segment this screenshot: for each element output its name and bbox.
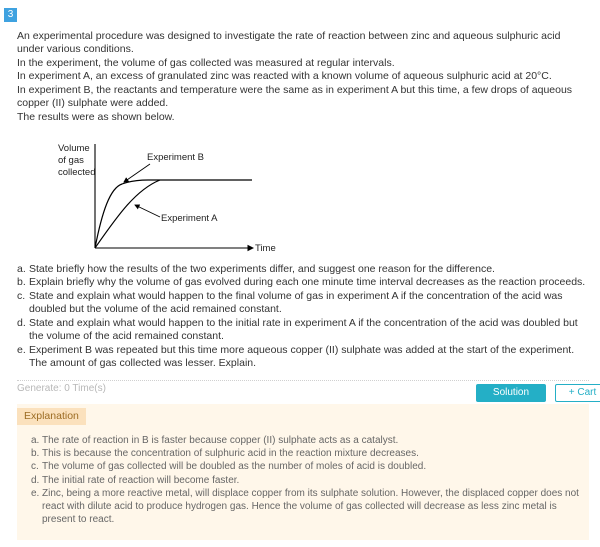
explanation-letter: e.: [31, 487, 40, 499]
curve-experiment-a: [95, 180, 160, 248]
part-letter: e.: [17, 343, 26, 356]
explanation-item: [31, 460, 583, 473]
y-axis-label-line: of gas: [58, 154, 84, 166]
explanation-text: The initial rate of reaction will become faster.: [42, 474, 240, 486]
stem-line: An experimental procedure was designed to investigate the rate of reaction between zinc and aqueous sulphuric acid under various conditions.: [17, 30, 561, 56]
explanation-item: [31, 474, 583, 487]
question-stem: [17, 30, 589, 124]
dotted-divider: [17, 380, 589, 381]
experiment-b-label: Experiment B: [147, 152, 205, 163]
explanation-letter: a.: [31, 435, 40, 446]
explanation-text: Zinc, being a more reactive metal, will displace copper from its sulphate solution. However, the displaced copper does not react with dilute acid to produce hydrogen gas. Hence the volume of gas collected will decrease as less zinc metal is present to react.: [42, 487, 579, 526]
reaction-graph: [50, 140, 290, 260]
y-axis-label-line: collected: [58, 166, 96, 178]
pointer-experiment-a: [135, 205, 160, 217]
experiment-a-label: Experiment A: [161, 213, 218, 224]
explanation-list: [31, 434, 583, 526]
solution-button[interactable]: Solution: [476, 384, 546, 402]
explanation-letter: b.: [31, 448, 40, 460]
explanation-panel: [17, 404, 589, 540]
question-parts: [17, 263, 589, 371]
explanation-item: [31, 487, 583, 527]
stem-line: The results were as shown below.: [17, 110, 175, 123]
part-text: Experiment B was repeated but this time more aqueous copper (II) sulphate was added at the start of the experiment. The amount of gas collected was lesser. Explain.: [29, 343, 575, 370]
y-axis-label-line: Volume: [58, 143, 90, 154]
question-part: [17, 344, 589, 371]
question-part: [17, 276, 589, 289]
action-row: [17, 380, 597, 402]
generate-count: Generate: 0 Time(s): [17, 383, 106, 394]
stem-line: In experiment A, an excess of granulated zinc was reacted with a known volume of aqueous sulphuric acid at 20°C.: [17, 70, 552, 83]
part-letter: c.: [17, 289, 26, 302]
part-letter: a.: [17, 263, 26, 275]
x-axis-label: Time: [255, 243, 276, 254]
explanation-letter: d.: [31, 474, 40, 486]
explanation-letter: c.: [31, 461, 39, 473]
explanation-text: The rate of reaction in B is faster because copper (II) sulphate acts as a catalyst.: [42, 435, 399, 446]
part-text: State and explain what would happen to the initial rate in experiment A if the concentration of the acid was doubled but the volume of the acid remained constant.: [29, 316, 578, 343]
question-part: [17, 263, 589, 276]
add-to-cart-button[interactable]: + Cart: [555, 384, 600, 402]
part-letter: b.: [17, 276, 26, 289]
part-text: Explain briefly why the volume of gas evolved during each one minute time interval decreases as the reaction proceeds.: [29, 276, 586, 289]
part-text: State and explain what would happen to the final volume of gas in experiment A if the concentration of the acid was doubled but the volume of the acid remained constant.: [29, 289, 563, 316]
explanation-text: This is because the concentration of sulphuric acid in the reaction mixture decreases.: [42, 448, 419, 460]
question-part: [17, 317, 589, 344]
part-text: State briefly how the results of the two experiments differ, and suggest one reason for the difference.: [29, 263, 495, 275]
question-number-badge: 3: [4, 8, 17, 22]
stem-line: In experiment B, the reactants and temperature were the same as in experiment A but this time, a few drops of aqueous copper (II) sulphate were added.: [17, 83, 573, 110]
part-letter: d.: [17, 316, 26, 329]
explanation-label: Explanation: [17, 408, 86, 425]
y-axis-label: [58, 143, 96, 179]
pointer-experiment-b: [124, 164, 150, 182]
stem-line: In the experiment, the volume of gas collected was measured at regular intervals.: [17, 56, 395, 69]
explanation-item: [31, 447, 583, 460]
explanation-text: The volume of gas collected will be doubled as the number of moles of acid is doubled.: [42, 461, 427, 473]
explanation-item: [31, 434, 583, 447]
question-part: [17, 290, 589, 317]
